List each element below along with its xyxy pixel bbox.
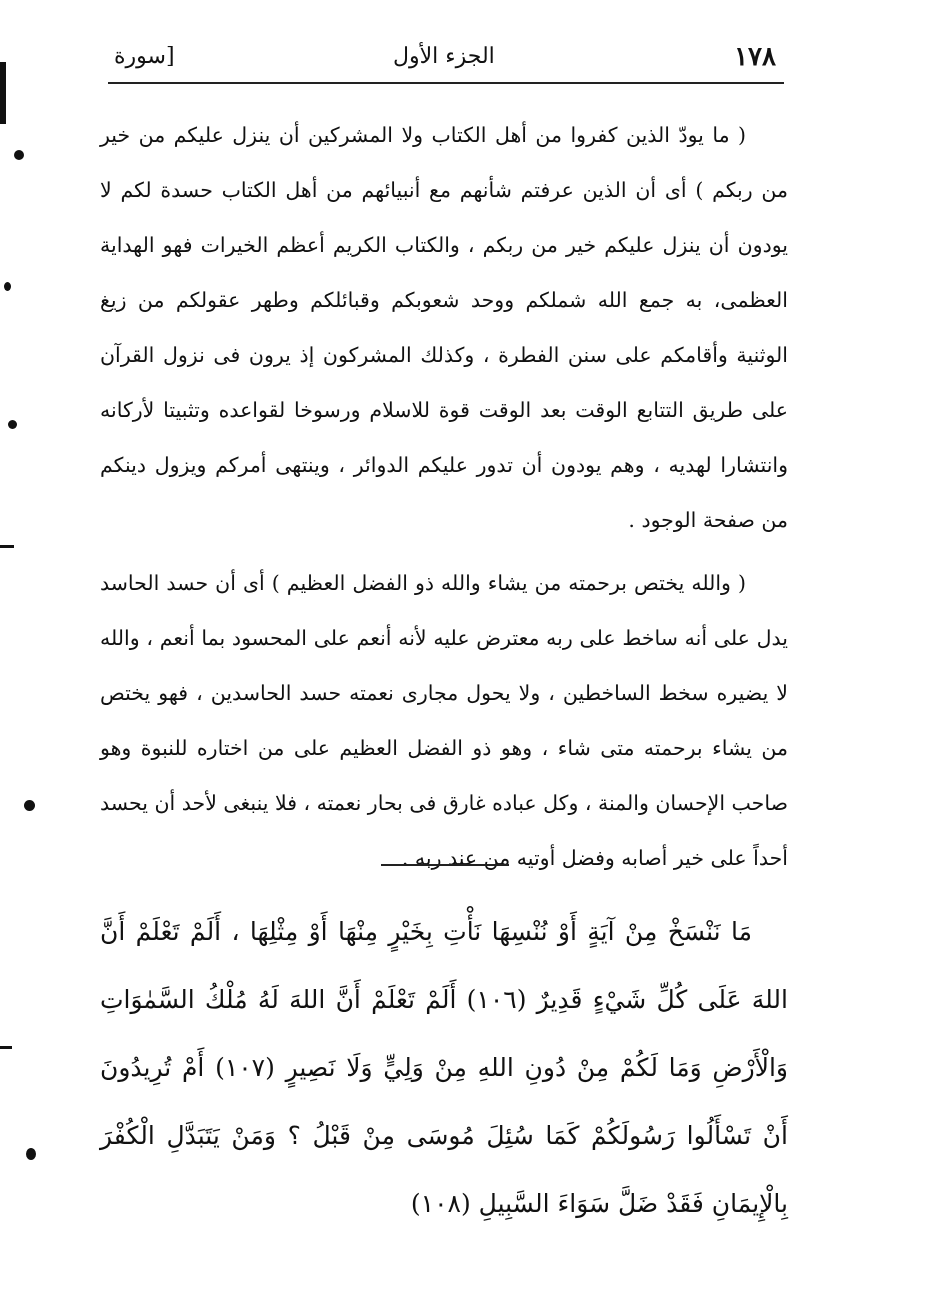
quran-verses	[100, 898, 788, 1238]
commentary-paragraph: ( والله يختص برحمته من يشاء والله ذو الفضل العظيم ) أى أن حسد الحاسد يدل على أنه ساخط على ربه معترض عليه لأنه أنعم على المحسود بما أنعم ، والله لا يضيره سخط الساخطين ، ولا يحول مجارى نعمته حسد الحاسدين ، فهو يختص من يشاء برحمته متى شاء ، وهو ذو الفضل العظيم على من اختاره للنبوة وهو صاحب الإحسان والمنة ، وكل عباده غارق فى بحار نعمته ، فلا ينبغى لأحد أن يحسد أحداً على خير أصابه وفضل أوتيه من عند ربه .	[100, 571, 788, 870]
scan-mark	[24, 800, 35, 811]
header-rule	[108, 82, 784, 84]
header-surah-label: [سورة	[114, 44, 175, 69]
scan-mark	[8, 420, 17, 429]
verse-block: مَا نَنْسَخْ مِنْ آيَةٍ أَوْ نُنْسِهَا نَأْتِ بِخَيْرٍ مِنْهَا أَوْ مِثْلِهَا ، أَلَمْ تَعْلَمْ أَنَّ اللهَ عَلَى كُلِّ شَيْءٍ قَدِيرٌ (١٠٦) أَلَمْ تَعْلَمْ أَنَّ اللهَ لَهُ مُلْكُ السَّمٰوَاتِ وَالْأَرْضِ وَمَا لَكُمْ مِنْ دُونِ اللهِ مِنْ وَلِيٍّ وَلَا نَصِيرٍ (١٠٧) أَمْ تُرِيدُونَ أَنْ تَسْأَلُوا رَسُولَكُمْ كَمَا سُئِلَ مُوسَى مِنْ قَبْلُ ؟ وَمَنْ يَتَبَدَّلِ الْكُفْرَ بِالْإِيمَانِ فَقَدْ ضَلَّ سَوَاءَ السَّبِيلِ (١٠٨)	[100, 917, 788, 1218]
commentary-paragraph: ( ما يودّ الذين كفروا من أهل الكتاب ولا المشركين أن ينزل عليكم من خير من ربكم ) أى أن الذين عرفتم شأنهم مع أنبيائهم من أهل الكتاب حسدة لكم لا يودون أن ينزل عليكم خير من ربكم ، والكتاب الكريم أعظم الخيرات فهو الهداية العظمى، به جمع الله شملكم ووحد شعوبكم وقبائلكم وطهر عقولكم من زيغ الوثنية وأقامكم على سنن الفطرة ، وكذلك المشركون إذ يرون فى نزول القرآن على طريق التتابع الوقت بعد الوقت قوة للاسلام ورسوخا لقواعده وتثبيتا لأركانه وانتشارا لهديه ، وهم يودون أن تدور عليكم الدوائر ، وينتهى أمركم ويزول دينكم من صفحة الوجود .	[100, 123, 788, 532]
commentary-text	[100, 108, 788, 886]
scan-mark	[0, 62, 6, 124]
scan-mark	[0, 545, 14, 548]
scan-mark	[14, 150, 24, 160]
page-header	[108, 38, 784, 88]
scan-mark	[26, 1148, 36, 1160]
scan-mark	[4, 282, 11, 291]
header-juz-label: الجزء الأول	[393, 44, 495, 69]
section-divider	[381, 864, 509, 866]
scan-mark	[0, 1046, 12, 1049]
page-number: ١٧٨	[734, 42, 776, 72]
